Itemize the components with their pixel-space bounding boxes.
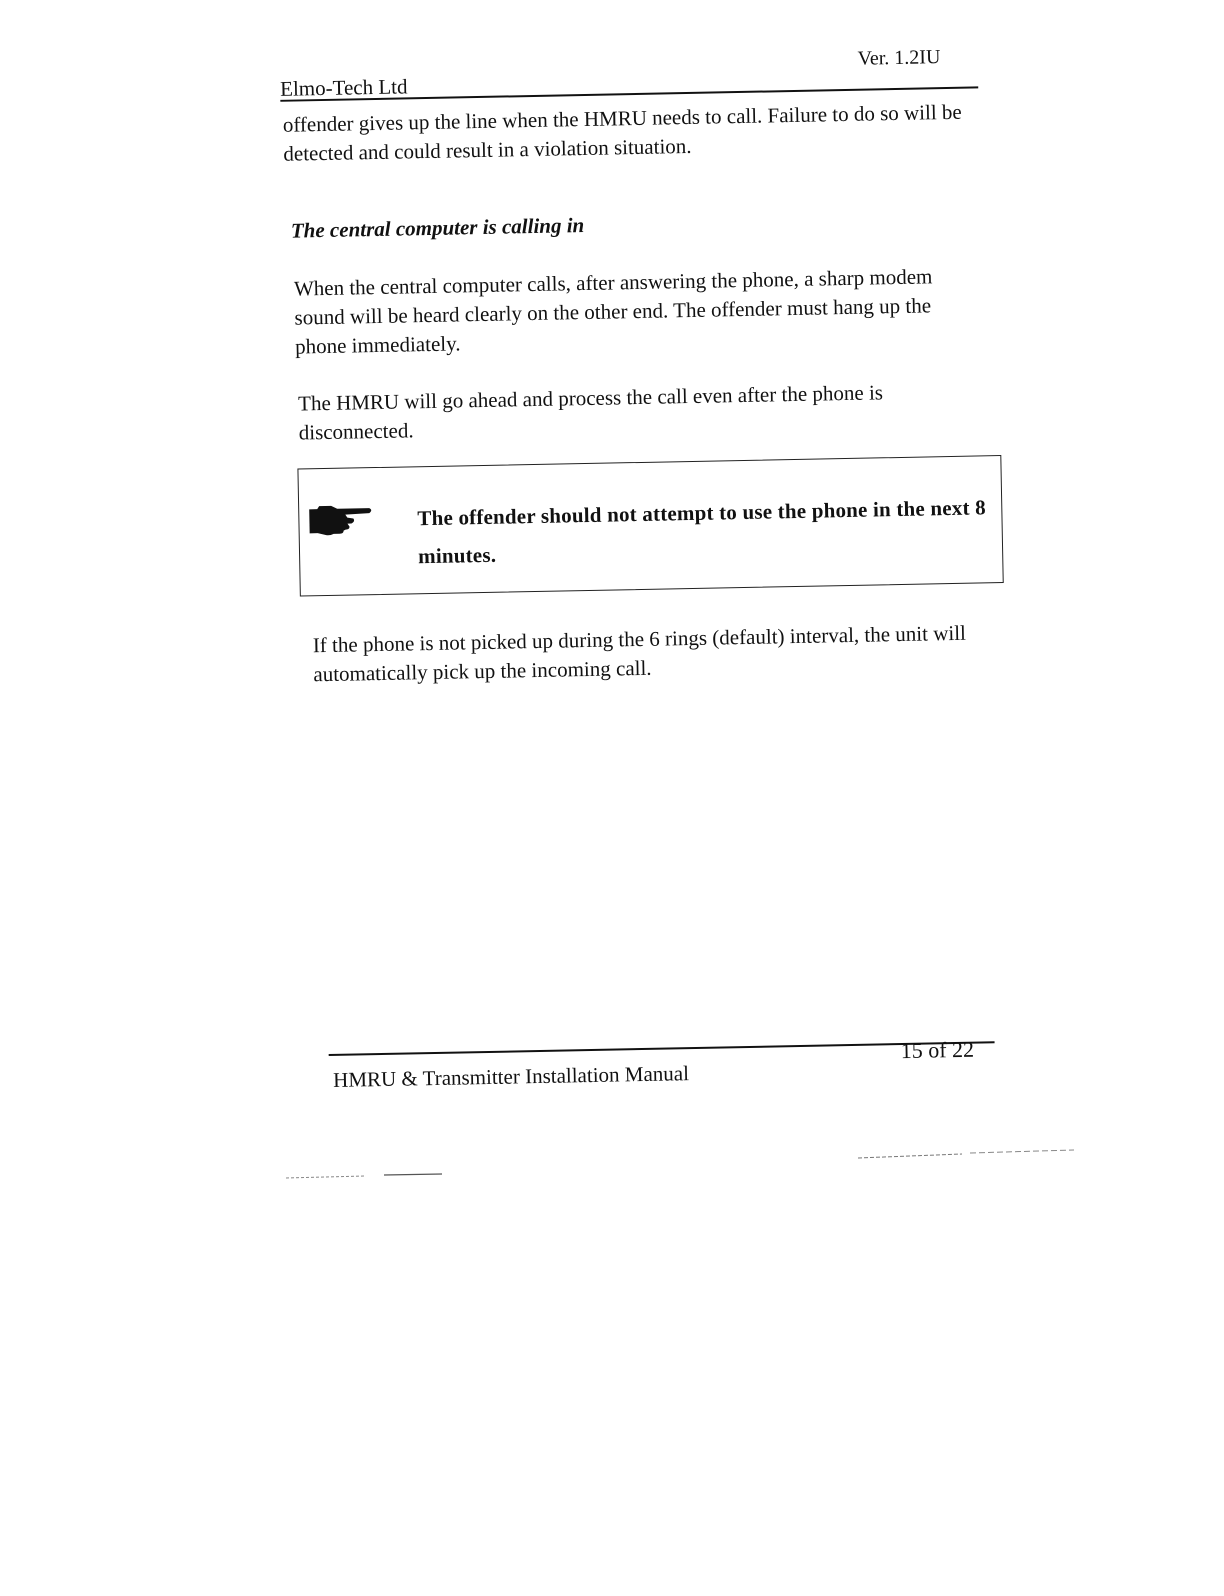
paragraph-auto-pickup: If the phone is not picked up during the 6 rings (default) interval, the unit will automatically pick up the incoming call.	[312, 620, 967, 687]
header-version: Ver. 1.2IU	[857, 46, 941, 70]
note-text: The offender should not attempt to use the phone in the next 8 minutes.	[417, 495, 987, 569]
footer-page-number: 15 of 22	[900, 1036, 975, 1064]
footer-manual-title: HMRU & Transmitter Installation Manual	[332, 1061, 690, 1092]
section-heading: The central computer is calling in	[290, 213, 585, 243]
header-company: Elmo-Tech Ltd	[279, 74, 408, 101]
paragraph-process-call: The HMRU will go ahead and process the call even after the phone is disconnected.	[297, 380, 884, 445]
paragraph-central-computer-call: When the central computer calls, after answering the phone, a sharp modem sound will be heard clearly on the other end. The offender must hang up the phone immediately.	[293, 264, 933, 359]
paragraph-continuation: offender gives up the line when the HMRU needs to call. Failure to do so will be detected and could result in a violation situation.	[282, 99, 962, 166]
